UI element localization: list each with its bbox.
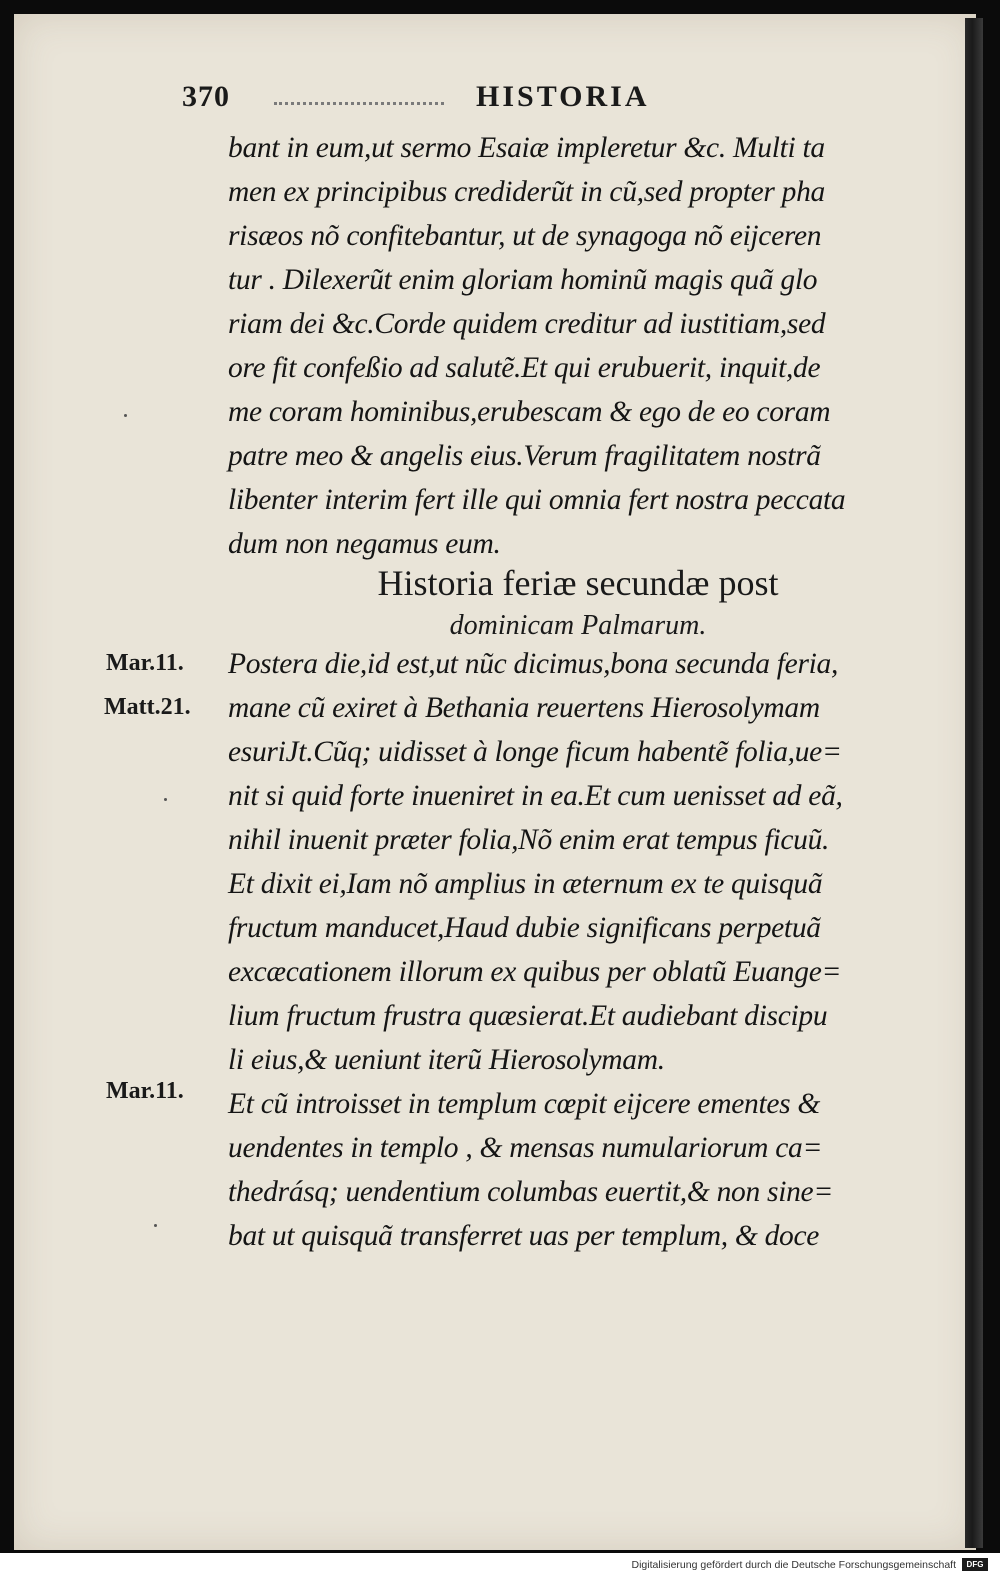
- text-line: Postera die,id est,ut nũc dicimus,bona secunda feria,: [228, 648, 839, 680]
- text-line: Et cũ introisset in templum cœpit eijcere ementes &: [228, 1088, 821, 1120]
- text-line: lium fructum frustra quæsierat.Et audiebant discipu: [228, 1000, 828, 1032]
- text-line: li eius,& ueniunt iterũ Hierosolymam.: [228, 1044, 665, 1076]
- page-number: 370: [182, 80, 230, 113]
- text-line: Et dixit ei,Iam nõ amplius in æternum ex te quisquã: [228, 868, 823, 900]
- text-line: risæos nõ confitebantur, ut de synagoga nõ eijceren: [228, 220, 822, 252]
- text-line: riam dei &c.Corde quidem creditur ad iustitiam,sed: [228, 308, 826, 340]
- text-line: excæcationem illorum ex quibus per oblatũ Euange=: [228, 956, 842, 988]
- main-text-continued: [228, 642, 928, 1258]
- text-line: ore fit confeßio ad salutẽ.Et qui erubuerit, inquit,de: [228, 352, 821, 384]
- book-page: [14, 14, 976, 1550]
- text-line: bant in eum,ut sermo Esaiæ impleretur &c. Multi ta: [228, 132, 825, 164]
- text-line: nihil inuenit præter folia,Nõ enim erat tempus ficuũ.: [228, 824, 830, 856]
- text-line: me coram hominibus,erubescam & ego de eo coram: [228, 396, 831, 428]
- header-rule: [274, 102, 444, 105]
- running-head: HISTORIA: [476, 80, 650, 113]
- section-heading: Historia feriæ secundæ post: [377, 563, 779, 603]
- ink-speck: [124, 414, 127, 417]
- text-line: dum non negamus eum.: [228, 528, 501, 560]
- text-line: nit si quid forte inueniret in ea.Et cum uenisset ad eã,: [228, 780, 843, 812]
- section-subheading: dominicam Palmarum.: [449, 610, 707, 641]
- text-line: tur . Dilexerũt enim gloriam hominũ magis quã glo: [228, 264, 818, 296]
- text-line: thedrásq; uendentium columbas euertit,& non sine=: [228, 1176, 833, 1208]
- marginal-note: Matt.21.: [104, 694, 191, 720]
- marginal-note: Mar.11.: [106, 1078, 184, 1104]
- text-line: bat ut quisquã transferret uas per templum, & doce: [228, 1220, 820, 1252]
- text-line: fructum manducet,Haud dubie significans perpetuã: [228, 912, 821, 944]
- funding-credit: Digitalisierung gefördert durch die Deutsche Forschungsgemeinschaft: [631, 1559, 956, 1571]
- book-spine-edge: [965, 18, 983, 1548]
- main-text: [228, 126, 928, 566]
- text-line: esuriJt.Cũq; uidisset à longe ficum habentẽ folia,ue=: [228, 736, 842, 768]
- text-line: uendentes in templo , & mensas numulariorum ca=: [228, 1132, 823, 1164]
- marginal-note: Mar.11.: [106, 650, 184, 676]
- text-line: patre meo & angelis eius.Verum fragilitatem nostrã: [228, 440, 821, 472]
- ink-speck: [154, 1224, 157, 1227]
- ink-speck: [164, 798, 167, 801]
- footer-bar: [0, 1553, 1000, 1592]
- text-line: libenter interim fert ille qui omnia fert nostra peccata: [228, 484, 846, 516]
- dfg-logo: DFG: [962, 1558, 988, 1571]
- text-line: mane cũ exiret à Bethania reuertens Hierosolymam: [228, 692, 820, 724]
- page-header: [14, 80, 976, 124]
- text-line: men ex principibus crediderũt in cũ,sed propter pha: [228, 176, 825, 208]
